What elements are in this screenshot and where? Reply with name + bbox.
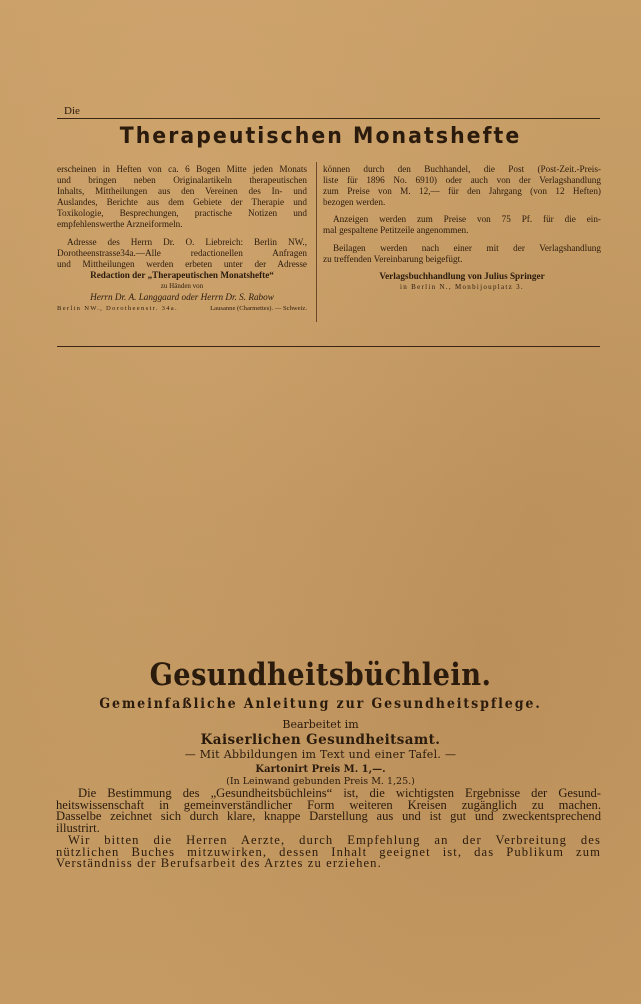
edited-by-line: Bearbeitet im [282, 718, 359, 731]
right-text-line: mal gespaltene Petitzeile angenommen. [323, 225, 469, 236]
left-text-line: Inhalts, Mittheilungen aus den Vereinen des In- und [57, 186, 307, 197]
column-divider [316, 162, 317, 322]
book-description [56, 788, 601, 870]
top-rule [57, 118, 600, 119]
right-text-line: zum Preise von M. 12,— für den Jahrgang (von 12 Heften) [323, 186, 601, 197]
header-article: Die [64, 105, 80, 117]
publisher-address: in Berlin N., Monbijouplatz 3. [400, 282, 524, 291]
bottom-rule [57, 346, 600, 347]
price-bound-line: (In Leinwand gebunden Preis M. 1,25.) [226, 776, 415, 787]
right-text-line: können durch den Buchhandel, die Post (Post-Zeit.-Preis- [323, 164, 601, 174]
page-title: Therapeutischen Monatshefte [119, 124, 522, 149]
editors-addresses [57, 303, 307, 314]
left-text-line: empfehlenswerthe Arzneiformeln. [57, 219, 183, 230]
left-text-line: Toxikologie, Besprechungen, practische Notizen und [57, 208, 307, 219]
right-text-line: Beilagen werden nach einer mit der Verlagshandlung [333, 242, 601, 253]
body-line: illustrirt. [56, 821, 100, 836]
book-subtitle: Gemeinfaßliche Anleitung zur Gesundheitspflege. [99, 696, 542, 712]
body-line: Dasselbe zeichnet sich durch klare, knappe Darstellung aus und ist gut und zweckentsprechend [56, 809, 601, 824]
right-text-line: liste für 1896 No. 6910) oder auch von der Verlagshandlung [323, 175, 601, 186]
body-line: Verständniss der Berufsarbeit des Arztes zu erziehen. [56, 856, 382, 871]
right-column [323, 164, 601, 293]
body-line: Die Bestimmung des „Gesundheitsbüchleins“ ist, die wichtigsten Ergebnisse der Gesund- [78, 786, 601, 800]
left-text-line: und bringen neben Originalartikeln therapeutischen [57, 175, 307, 186]
left-text-line: Auslandes, Berichte aus dem Gebiete der Therapie und [57, 197, 307, 208]
publisher-line: Verlagsbuchhandlung von Julius Springer [379, 270, 545, 281]
left-text-line: und Mittheilungen werden erbeten unter der Adresse [57, 258, 307, 269]
left-text-line: Adresse des Herrn Dr. O. Liebreich: Berlin NW., [67, 236, 307, 247]
illustrations-line: — Mit Abbildungen im Text und einer Tafel. — [184, 748, 457, 761]
body-line: heitswissenschaft in gemeinverständlicher Form weiteren Kreisen zugänglich zu machen. [56, 797, 601, 812]
authority-line: Kaiserlichen Gesundheitsamt. [200, 732, 441, 748]
right-text-line: Anzeigen werden zum Preise von 75 Pf. für die ein- [333, 214, 601, 225]
address-lausanne: Lausanne (Charmettes). — Schweiz. [210, 305, 307, 313]
body-line: Wir bitten die Herren Aerzte, durch Empfehlung an der Verbreitung des [68, 832, 601, 847]
right-text-line: bezogen werden. [323, 197, 386, 208]
body-line: nützlichen Buches mitzuwirken, dessen Inhalt geeignet ist, das Publikum zum [56, 844, 601, 859]
left-text-line: erscheinen in Heften von ca. 6 Bogen Mitte jeden Monats [57, 164, 307, 174]
address-berlin: Berlin NW., Dorotheenstr. 34a. [57, 305, 178, 313]
price-line: Kartonirt Preis M. 1,—. [255, 764, 386, 775]
zu-haenden-line: zu Händen von [160, 281, 204, 290]
left-text-line: Dorotheenstrasse34a.—Alle redactionellen Anfragen [57, 247, 307, 258]
book-title: Gesundheitsbüchlein. [149, 657, 492, 693]
editors-line: Herrn Dr. A. Langgaard oder Herrn Dr. S. Rabow [90, 292, 274, 303]
redaction-line: Redaction der „Therapeutischen Monatshefte“ [90, 269, 274, 280]
left-column [57, 164, 307, 314]
right-text-line: zu treffenden Vereinbarung beigefügt. [323, 253, 463, 264]
